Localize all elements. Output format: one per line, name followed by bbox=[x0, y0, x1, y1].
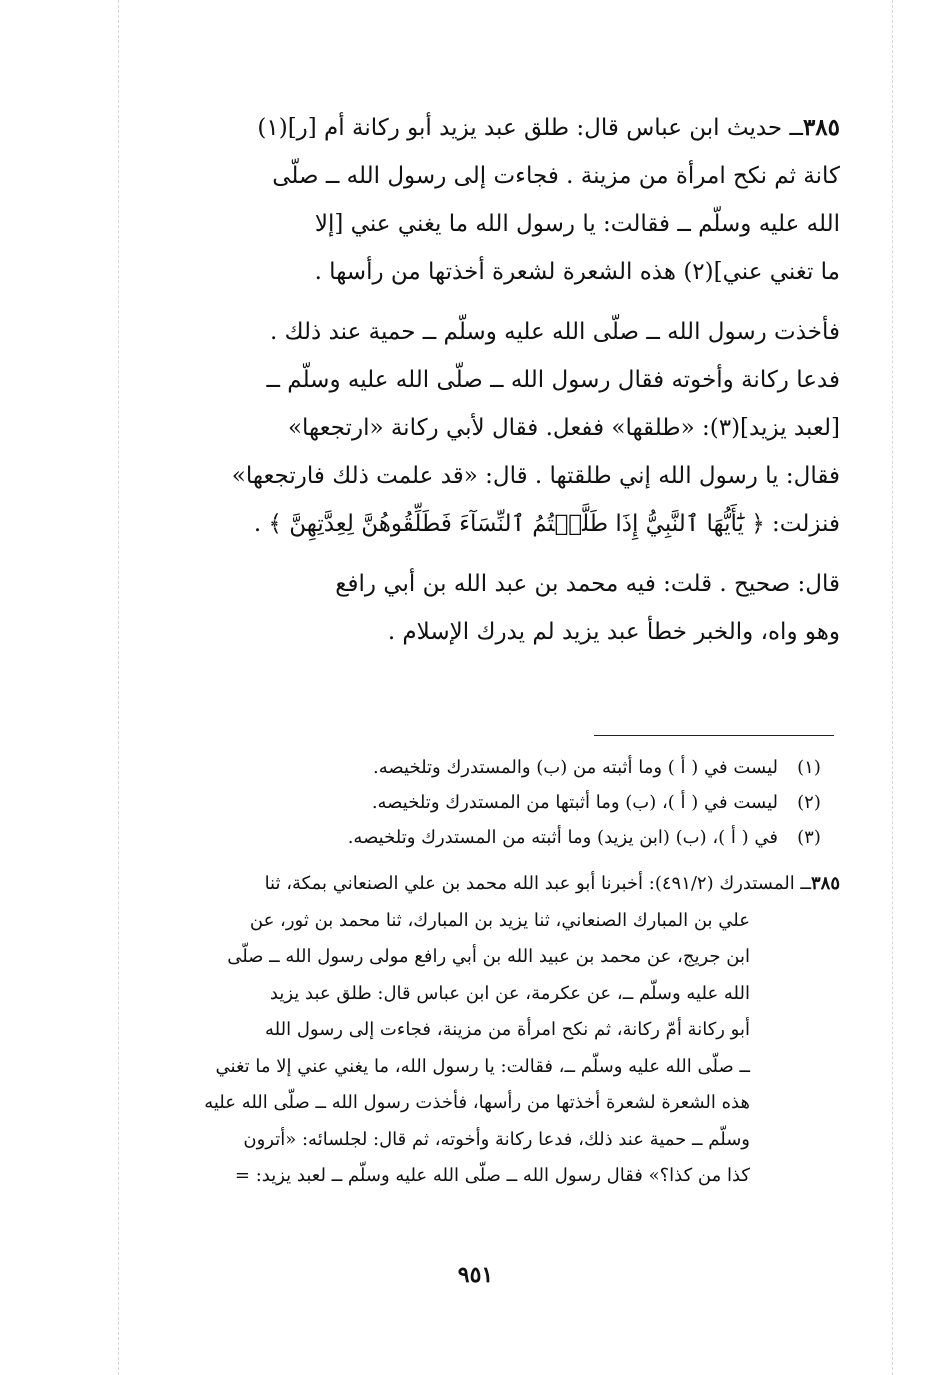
hadith-line-3: الله عليه وسلّم ــ فقالت: يا رسول الله ما يغني عني [إلا bbox=[314, 211, 840, 237]
source-line-2: علي بن المبارك الصنعاني، ثنا يزيد بن المبارك، ثنا محمد بن ثور، عن bbox=[249, 909, 750, 931]
footnote-number: (٢) bbox=[797, 792, 821, 813]
source-note bbox=[140, 866, 840, 1195]
hadith-line-1: ٣٨٥ــ حديث ابن عباس قال: طلق عبد يزيد أبو ركانة أم [ر](١) bbox=[257, 114, 840, 141]
source-line-7: هذه الشعرة لشعرة أخذتها من رأسها، فأخذت رسول الله ــ صلّى الله عليه bbox=[204, 1092, 750, 1113]
hadith-line-4: ما تغني عني](٢) هذه الشعرة لشعرة أخذتها من رأسها . bbox=[314, 259, 840, 285]
scan-edge-right bbox=[892, 0, 893, 1375]
hadith-line-11: وهو واه، والخبر خطأ عبد يزيد لم يدرك الإسلام . bbox=[387, 619, 840, 645]
footnote-divider bbox=[594, 735, 834, 736]
footnote-number: (١) bbox=[797, 757, 821, 778]
hadith-line-5: فأخذت رسول الله ــ صلّى الله عليه وسلّم ــ حمية عند ذلك . bbox=[270, 319, 840, 345]
hadith-line-8: فقال: يا رسول الله إني طلقتها . قال: «قد علمت ذلك فارتجعها» bbox=[231, 463, 840, 489]
paragraph-gap bbox=[140, 296, 840, 308]
footnote-text: في ( أ )، (ب) (ابن يزيد) وما أثبته من المستدرك وتلخيصه. bbox=[347, 827, 778, 848]
footnote-text: ليست في ( أ )، (ب) وما أثبتها من المستدرك وتلخيصه. bbox=[371, 792, 778, 813]
source-line-1: ٣٨٥ــ المستدرك (٤٩١/٢): أخبرنا أبو عبد الله محمد بن علي الصنعاني بمكة، ثنا bbox=[264, 873, 840, 894]
source-line-8: وسلّم ــ حمية عند ذلك، فدعا ركانة وأخوته، ثم قال: لجلسائه: «أترون bbox=[243, 1128, 750, 1150]
paragraph-gap bbox=[140, 548, 840, 560]
source-line-9: كذا من كذا؟» فقال رسول الله ــ صلّى الله عليه وسلّم ــ لعبد يزيد: = bbox=[234, 1165, 750, 1186]
source-line-5: أبو ركانة أمّ ركانة، ثم نكح امرأة من مزينة، فجاءت إلى رسول الله bbox=[265, 1019, 750, 1040]
hadith-number: ٣٨٥ bbox=[802, 114, 840, 141]
hadith-line-10: قال: صحيح . قلت: فيه محمد بن عبد الله بن أبي رافع bbox=[335, 571, 840, 597]
page-number: ٩٥١ bbox=[457, 1262, 494, 1288]
hadith-line-2: كانة ثم نكح امرأة من مزينة . فجاءت إلى رسول الله ــ صلّى bbox=[272, 163, 840, 189]
source-line-6: ــ صلّى الله عليه وسلّم ــ، فقالت: يا رسول الله، ما يغني عني إلا ما تغني bbox=[215, 1055, 750, 1077]
source-line-4: الله عليه وسلّم ــ، عن عكرمة، عن ابن عباس قال: طلق عبد يزيد bbox=[269, 982, 750, 1004]
quran-verse-line: فنزلت: ﴿ يَٰٓأَيُّهَا ٱلنَّبِيُّ إِذَا طَلَّقۡتُمُ ٱلنِّسَآءَ فَطَلِّقُوهُنَّ لِعِدَّتِهِنَّ ﴾ . bbox=[253, 511, 840, 537]
hadith-line-7: [لعبد يزيد](٣): «طلقها» ففعل. فقال لأبي ركانة «ارتجعها» bbox=[287, 415, 840, 441]
footnote-1 bbox=[140, 750, 840, 785]
footnote-text: ليست في ( أ ) وما أثبته من (ب) والمستدرك وتلخيصه. bbox=[373, 757, 778, 778]
hadith-line-6: فدعا ركانة وأخوته فقال رسول الله ــ صلّى الله عليه وسلّم ــ bbox=[266, 367, 840, 393]
footnotes bbox=[140, 750, 840, 855]
footnote-2 bbox=[140, 785, 840, 820]
footnote-number: (٣) bbox=[797, 827, 821, 848]
source-line-3: ابن جريج، عن محمد بن عبيد الله بن أبي رافع مولى رسول الله ــ صلّى bbox=[227, 946, 750, 967]
hadith-text bbox=[140, 104, 840, 656]
footnote-3 bbox=[140, 820, 840, 855]
source-number: ٣٨٥ bbox=[810, 873, 840, 894]
scan-edge-left bbox=[118, 0, 119, 1375]
